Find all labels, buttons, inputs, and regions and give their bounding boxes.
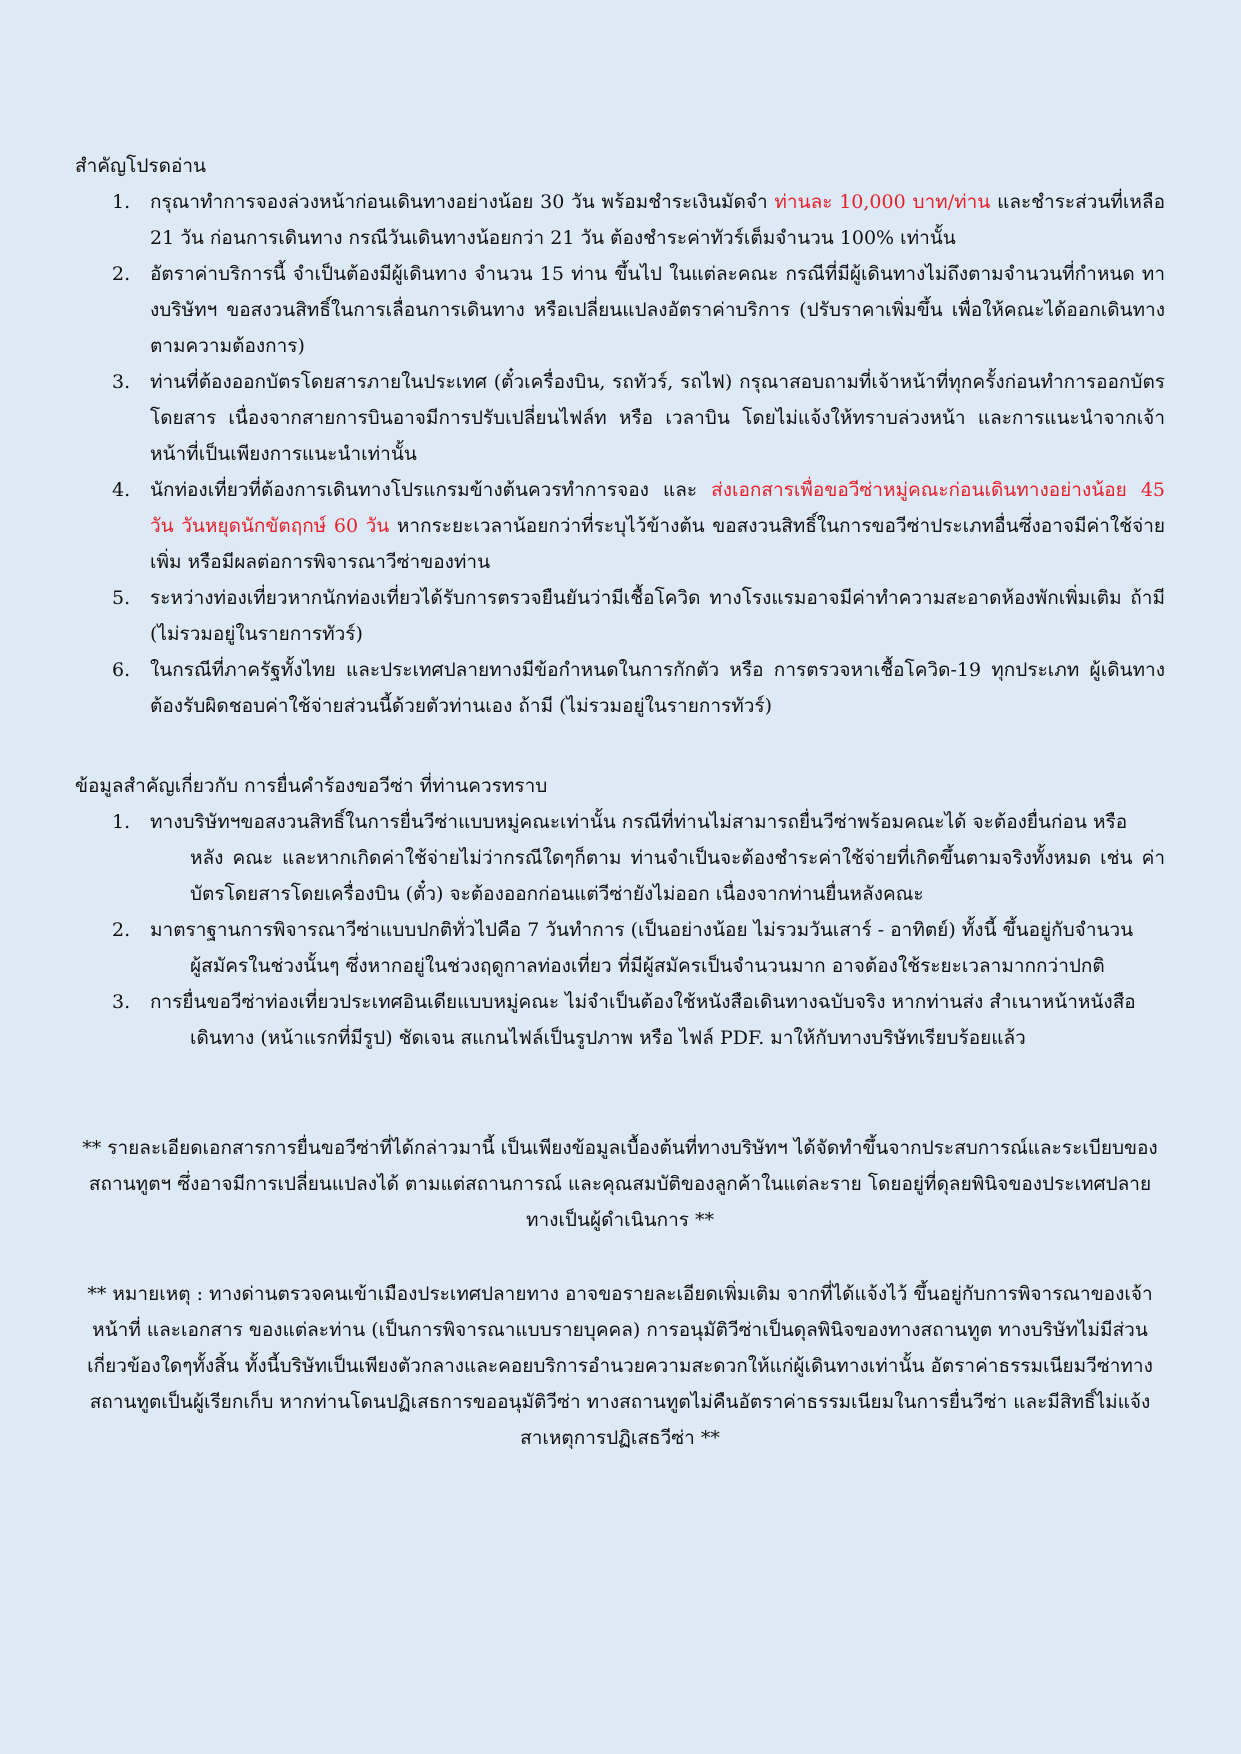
visa-list xyxy=(75,804,1165,1056)
important-heading: สำคัญโปรดอ่าน xyxy=(75,155,207,177)
item-number: 3. xyxy=(112,371,131,393)
item-text: อัตราค่าบริการนี้ จำเป็นต้องมีผู้เดินทาง จำนวน 15 ท่าน ขึ้นไป ในแต่ละคณะ กรณีที่มีผู้เดินทางไม่ถึงตามจำนวนที่กำหนด ทางบริษัทฯ ขอสงวนสิทธิ์ในการเลื่อนการเดินทาง หรือเปลี่ยนแปลงอัตราค่าบริการ (ปรับราคาเพิ่มขึ้น เพื่อให้คณะได้ออกเดินทางตามความต้องการ) xyxy=(150,263,1165,357)
item-text: หากระยะเวลาน้อยกว่าที่ระบุไว้ข้างต้น ขอสงวนสิทธิ์ในการขอวีซ่าประเภทอื่นซึ่งอาจมีค่าใช้จ่ายเพิ่ม หรือมีผลต่อการพิจารณาวีซ่าของท่าน xyxy=(150,515,1165,573)
highlighted-text: ท่านละ 10,000 บาท/ท่าน xyxy=(774,191,991,213)
important-item xyxy=(75,256,1165,364)
visa-document-note: ** รายละเอียดเอกสารการยื่นขอวีซ่าที่ได้กล่าวมานี้ เป็นเพียงข้อมูลเบื้องต้นที่ทางบริษัทฯ ได้จัดทำขึ้นจากประสบการณ์และระเบียบของสถานทูตฯ ซึ่งอาจมีการเปลี่ยนแปลงได้ ตามแต่สถานการณ์ และคุณสมบัติของลูกค้าในแต่ละราย โดยอยู่ที่ดุลยพินิจของประเทศปลายทางเป็นผู้ดำเนินการ ** xyxy=(82,1137,1158,1231)
item-number: 1. xyxy=(112,811,131,833)
item-text: ในกรณีที่ภาครัฐทั้งไทย และประเทศปลายทางมีข้อกำหนดในการกักตัว หรือ การตรวจหาเชื้อโควิด-19 ทุกประเภท ผู้เดินทางต้องรับผิดชอบค่าใช้จ่ายส่วนนี้ด้วยตัวท่านเอง ถ้ามี (ไม่รวมอยู่ในรายการทัวร์) xyxy=(150,659,1165,717)
item-number: 2. xyxy=(112,919,131,941)
item-number: 5. xyxy=(112,587,131,609)
item-text-continuation: เดินทาง (หน้าแรกที่มีรูป) ชัดเจน สแกนไฟล์เป็นรูปภาพ หรือ ไฟล์ PDF. มาให้กับทางบริษัทเรียบร้อยแล้ว xyxy=(190,1027,1026,1049)
visa-item xyxy=(75,804,1165,912)
item-text: ท่านที่ต้องออกบัตรโดยสารภายในประเทศ (ตั๋วเครื่องบิน, รถทัวร์, รถไฟ) กรุณาสอบถามที่เจ้าหน้าที่ทุกครั้งก่อนทำการออกบัตรโดยสาร เนื่องจากสายการบินอาจมีการปรับเปลี่ยนไฟล์ท หรือ เวลาบิน โดยไม่แจ้งให้ทราบล่วงหน้า และการแนะนำจากเจ้าหน้าที่เป็นเพียงการแนะนำเท่านั้น xyxy=(150,371,1165,465)
item-number: 4. xyxy=(112,479,131,501)
important-item xyxy=(75,652,1165,724)
item-text: นักท่องเที่ยวที่ต้องการเดินทางโปรแกรมข้างต้นควรทำการจอง และ xyxy=(150,479,712,501)
item-text: กรุณาทำการจองล่วงหน้าก่อนเดินทางอย่างน้อย 30 วัน พร้อมชำระเงินมัดจำ xyxy=(150,191,775,213)
important-list xyxy=(75,184,1165,724)
item-text-first-line: มาตราฐานการพิจารณาวีซ่าแบบปกติทั่วไปคือ 7 วันทำการ (เป็นอย่างน้อย ไม่รวมวันเสาร์ - อาทิตย์) ทั้งนี้ ขึ้นอยู่กับจำนวน xyxy=(150,919,1134,941)
visa-heading: ข้อมูลสำคัญเกี่ยวกับ การยื่นคำร้องขอวีซ่า ที่ท่านควรทราบ xyxy=(75,775,548,797)
item-number: 3. xyxy=(112,991,131,1013)
item-number: 2. xyxy=(112,263,131,285)
item-text-continuation: หลัง คณะ และหากเกิดค่าใช้จ่ายไม่ว่ากรณีใดๆก็ตาม ท่านจำเป็นจะต้องชำระค่าใช้จ่ายที่เกิดขึ้นตามจริงทั้งหมด เช่น ค่าบัตรโดยสารโดยเครื่องบิน (ตั๋ว) จะต้องออกก่อนแต่วีซ่ายังไม่ออก เนื่องจากท่านยื่นหลังคณะ xyxy=(190,847,1165,905)
highlighted-text: ส่งเอกสารเพื่อขอวีซ่าหมู่คณะก่อนเดินทางอย่างน้อย 45 วัน วันหยุดนักขัตฤกษ์ 60 วัน xyxy=(150,479,1165,537)
important-item xyxy=(75,184,1165,256)
visa-item xyxy=(75,912,1165,984)
visa-section xyxy=(75,768,1165,1056)
item-text: และชำระส่วนที่เหลือ 21 วัน ก่อนการเดินทาง กรณีวันเดินทางน้อยกว่า 21 วัน ต้องชำระค่าทัวร์เต็มจำนวน 100% เท่านั้น xyxy=(150,191,1165,249)
item-text-first-line: การยื่นขอวีซ่าท่องเที่ยวประเทศอินเดียแบบหมู่คณะ ไม่จำเป็นต้องใช้หนังสือเดินทางฉบับจริง หากท่านส่ง สำเนาหน้าหนังสือ xyxy=(150,991,1136,1013)
important-item xyxy=(75,580,1165,652)
item-text-first-line: ทางบริษัทฯขอสงวนสิทธิ์ในการยื่นวีซ่าแบบหมู่คณะเท่านั้น กรณีที่ท่านไม่สามารถยื่นวีซ่าพร้อมคณะได้ จะต้องยื่นก่อน หรือ xyxy=(150,811,1128,833)
immigration-remark-note: ** หมายเหตุ : ทางด่านตรวจคนเข้าเมืองประเทศปลายทาง อาจขอรายละเอียดเพิ่มเติม จากที่ได้แจ้งไว้ ขึ้นอยู่กับการพิจารณาของเจ้าหน้าที่ และเอกสาร ของแต่ละท่าน (เป็นการพิจารณาแบบรายบุคคล) การอนุมัติวีซ่าเป็นดุลพินิจของทางสถานทูต ทางบริษัทไม่มีส่วนเกี่ยวข้องใดๆทั้งสิ้น ทั้งนี้บริษัทเป็นเพียงตัวกลางและคอยบริการอำนวยความสะดวกให้แก่ผู้เดินทางเท่านั้น อัตราค่าธรรมเนียมวีซ่าทางสถานทูตเป็นผู้เรียกเก็บ หากท่านโดนปฏิเสธการขออนุมัติวีซ่า ทางสถานทูตไม่คืนอัตราค่าธรรมเนียมในการยื่นวีซ่า และมีสิทธิ์ไม่แจ้งสาเหตุการปฏิเสธวีซ่า ** xyxy=(87,1283,1153,1449)
important-item xyxy=(75,364,1165,472)
item-text-continuation: ผู้สมัครในช่วงนั้นๆ ซึ่งหากอยู่ในช่วงฤดูกาลท่องเที่ยว ที่มีผู้สมัครเป็นจำนวนมาก อาจต้องใช้ระยะเวลามากกว่าปกติ xyxy=(190,955,1105,977)
visa-item xyxy=(75,984,1165,1056)
important-item xyxy=(75,472,1165,580)
item-number: 1. xyxy=(112,191,131,213)
important-section xyxy=(75,148,1165,724)
item-number: 6. xyxy=(112,659,131,681)
item-text: ระหว่างท่องเที่ยวหากนักท่องเที่ยวได้รับการตรวจยืนยันว่ามีเชื้อโควิด ทางโรงแรมอาจมีค่าทำความสะอาดห้องพักเพิ่มเติม ถ้ามี (ไม่รวมอยู่ในรายการทัวร์) xyxy=(150,587,1165,645)
